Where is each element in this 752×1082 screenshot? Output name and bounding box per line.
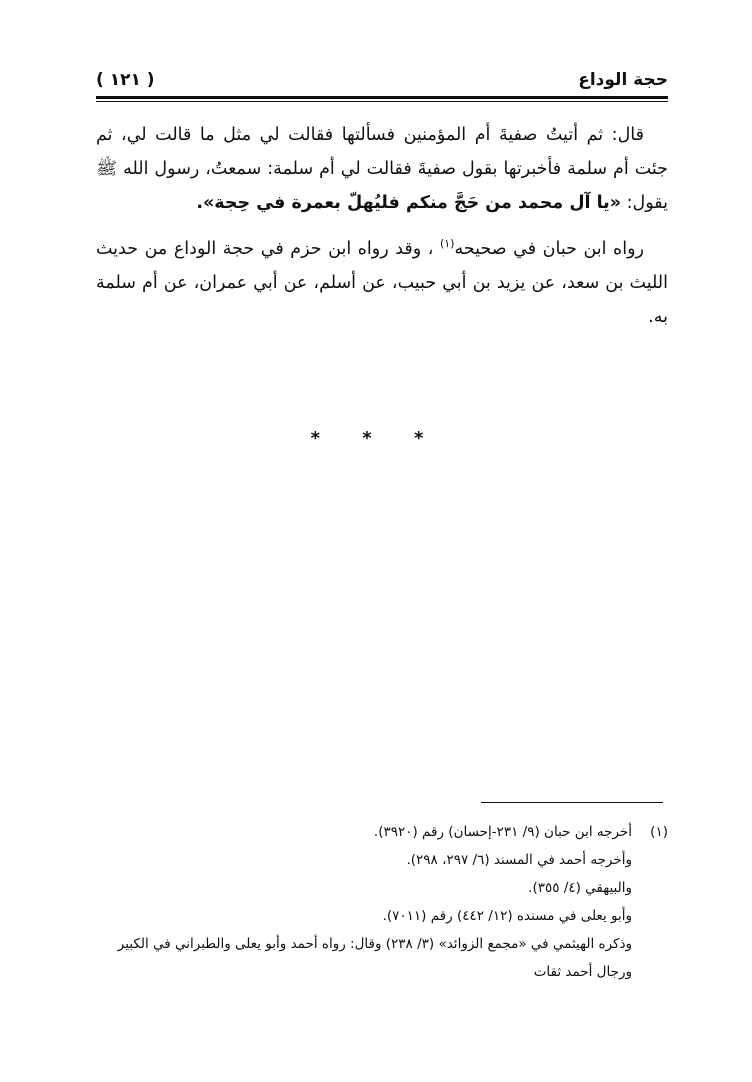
footnote-rule (481, 802, 663, 803)
header-title: حجة الوداع (578, 70, 668, 90)
running-header (96, 68, 668, 92)
paragraph-1 (96, 118, 668, 220)
paragraph-2-rest: ، وقد رواه ابن حزم في حجة الوداع من حديث الليث بن سعد، عن يزيد بن أبي حبيب، عن أسلم، عن أبي عمران، عن أم سلمة به. (96, 239, 668, 327)
page-number: ( ١٢١ ) (96, 70, 155, 90)
paragraph-1-text: قال: ثم أتيتُ صفيةَ أم المؤمنين فسألتها فقالت لي مثل ما قالت لي، ثم جئت أم سلمة فأخبرتها بقول صفيةَ فقالت لي أم سلمة: سمعتُ، رسول الله ﷺ يقول: (96, 125, 668, 213)
footnotes (96, 818, 668, 986)
footnote-1 (96, 818, 668, 986)
footnote-line: وأخرجه أحمد في المسند (٦/ ٢٩٧، ٢٩٨). (406, 852, 632, 868)
footnote-line: أخرجه ابن حبان (٩/ ٢٣١-إحسان) رقم (٣٩٢٠). (373, 824, 632, 840)
paragraph-2-text: رواه ابن حبان في صحيحه (454, 239, 644, 259)
main-text (96, 118, 668, 334)
footnote-body (96, 818, 632, 986)
section-separator: * * * (310, 428, 442, 449)
footnote-line: وذكره الهيثمي في «مجمع الزوائد» (٣/ ٢٣٨) وقال: رواه أحمد وأبو يعلى والطبراني في الكبير ورجال أحمد ثقات (117, 936, 632, 980)
header-rule-thin (96, 101, 668, 102)
footnote-number: (١) (650, 824, 668, 840)
footnote-line: والبيهقي (٤/ ٣٥٥). (528, 880, 632, 896)
footnote-line: وأبو يعلى في مسنده (١٢/ ٤٤٢) رقم (٧٠١١). (382, 908, 632, 924)
paragraph-2 (96, 232, 668, 334)
header-rule-thick (96, 96, 668, 99)
footnote-marker: (١) (439, 237, 455, 251)
hadith-quote: «يا آل محمد من حَجَّ منكم فليُهلّ بعمرة في حِجة». (196, 193, 622, 213)
